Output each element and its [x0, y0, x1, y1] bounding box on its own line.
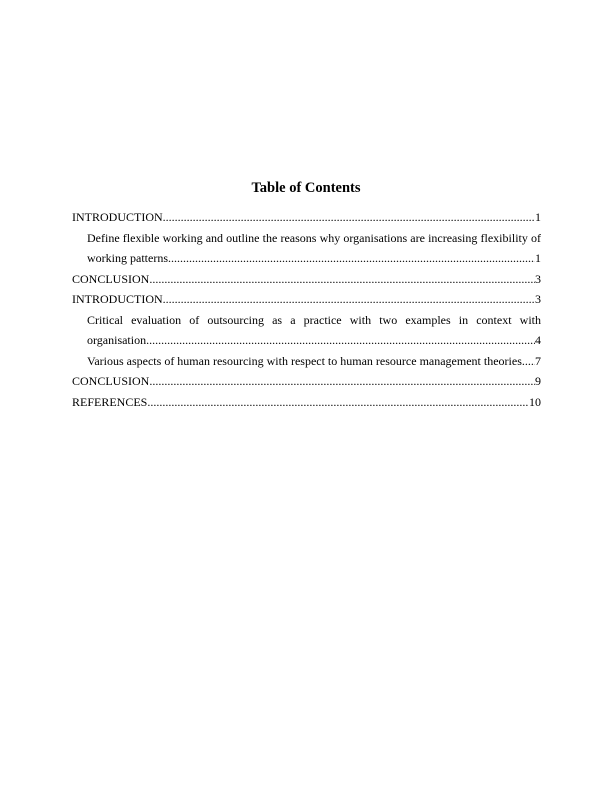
- toc-entry-label: CONCLUSION: [72, 374, 150, 388]
- toc-leader-dots: [163, 207, 535, 228]
- toc-page-number: 3: [535, 271, 541, 286]
- toc-leader-dots: [147, 392, 529, 413]
- toc-leader-dots: [146, 330, 535, 351]
- toc-entry-label: INTRODUCTION: [72, 292, 163, 306]
- toc-entry-label: CONCLUSION: [72, 271, 150, 286]
- toc-page-number: 1: [535, 210, 541, 224]
- toc-entry-flexible-working[interactable]: [87, 228, 541, 249]
- toc-entry-label: INTRODUCTION: [72, 210, 163, 224]
- toc-entry-outsourcing[interactable]: [87, 310, 541, 331]
- toc-page-number: 1: [535, 251, 541, 265]
- toc-page-number: 10: [529, 394, 541, 409]
- toc-entry-label-line1: Critical evaluation of outsourcing as a practice with two examples in context with: [87, 312, 541, 327]
- toc-entry-label: Various aspects of human resourcing with respect to human resource management theories: [87, 353, 522, 368]
- toc-title: Table of Contents: [251, 180, 361, 196]
- toc-entry-label: organisation: [87, 333, 147, 347]
- toc-entry-introduction-2[interactable]: [72, 289, 541, 310]
- toc-entry-label: REFERENCES: [72, 394, 148, 409]
- toc-entry-human-resourcing[interactable]: [87, 351, 541, 372]
- toc-page-number: 7: [535, 353, 541, 368]
- toc-leader-dots: [163, 289, 535, 310]
- toc-entry-references[interactable]: [72, 392, 541, 413]
- toc-page-number: 4: [535, 333, 541, 347]
- toc-leader-dots: [522, 351, 535, 372]
- toc-entry-outsourcing-cont[interactable]: [87, 330, 541, 351]
- toc-entry-label: working patterns: [87, 251, 168, 265]
- toc-entry-conclusion-2[interactable]: [72, 371, 541, 392]
- toc-leader-dots: [149, 371, 535, 392]
- toc-leader-dots: [168, 248, 535, 269]
- table-of-contents: [72, 207, 541, 412]
- toc-entry-introduction[interactable]: [72, 207, 541, 228]
- toc-entry-label-line1: Define flexible working and outline the reasons why organisations are increasing flexibility of: [87, 230, 541, 245]
- toc-entry-flexible-working-cont[interactable]: [87, 248, 541, 269]
- toc-page-number: 9: [535, 374, 541, 388]
- toc-page-number: 3: [535, 292, 541, 306]
- toc-leader-dots: [149, 269, 535, 290]
- toc-entry-conclusion[interactable]: [72, 269, 541, 290]
